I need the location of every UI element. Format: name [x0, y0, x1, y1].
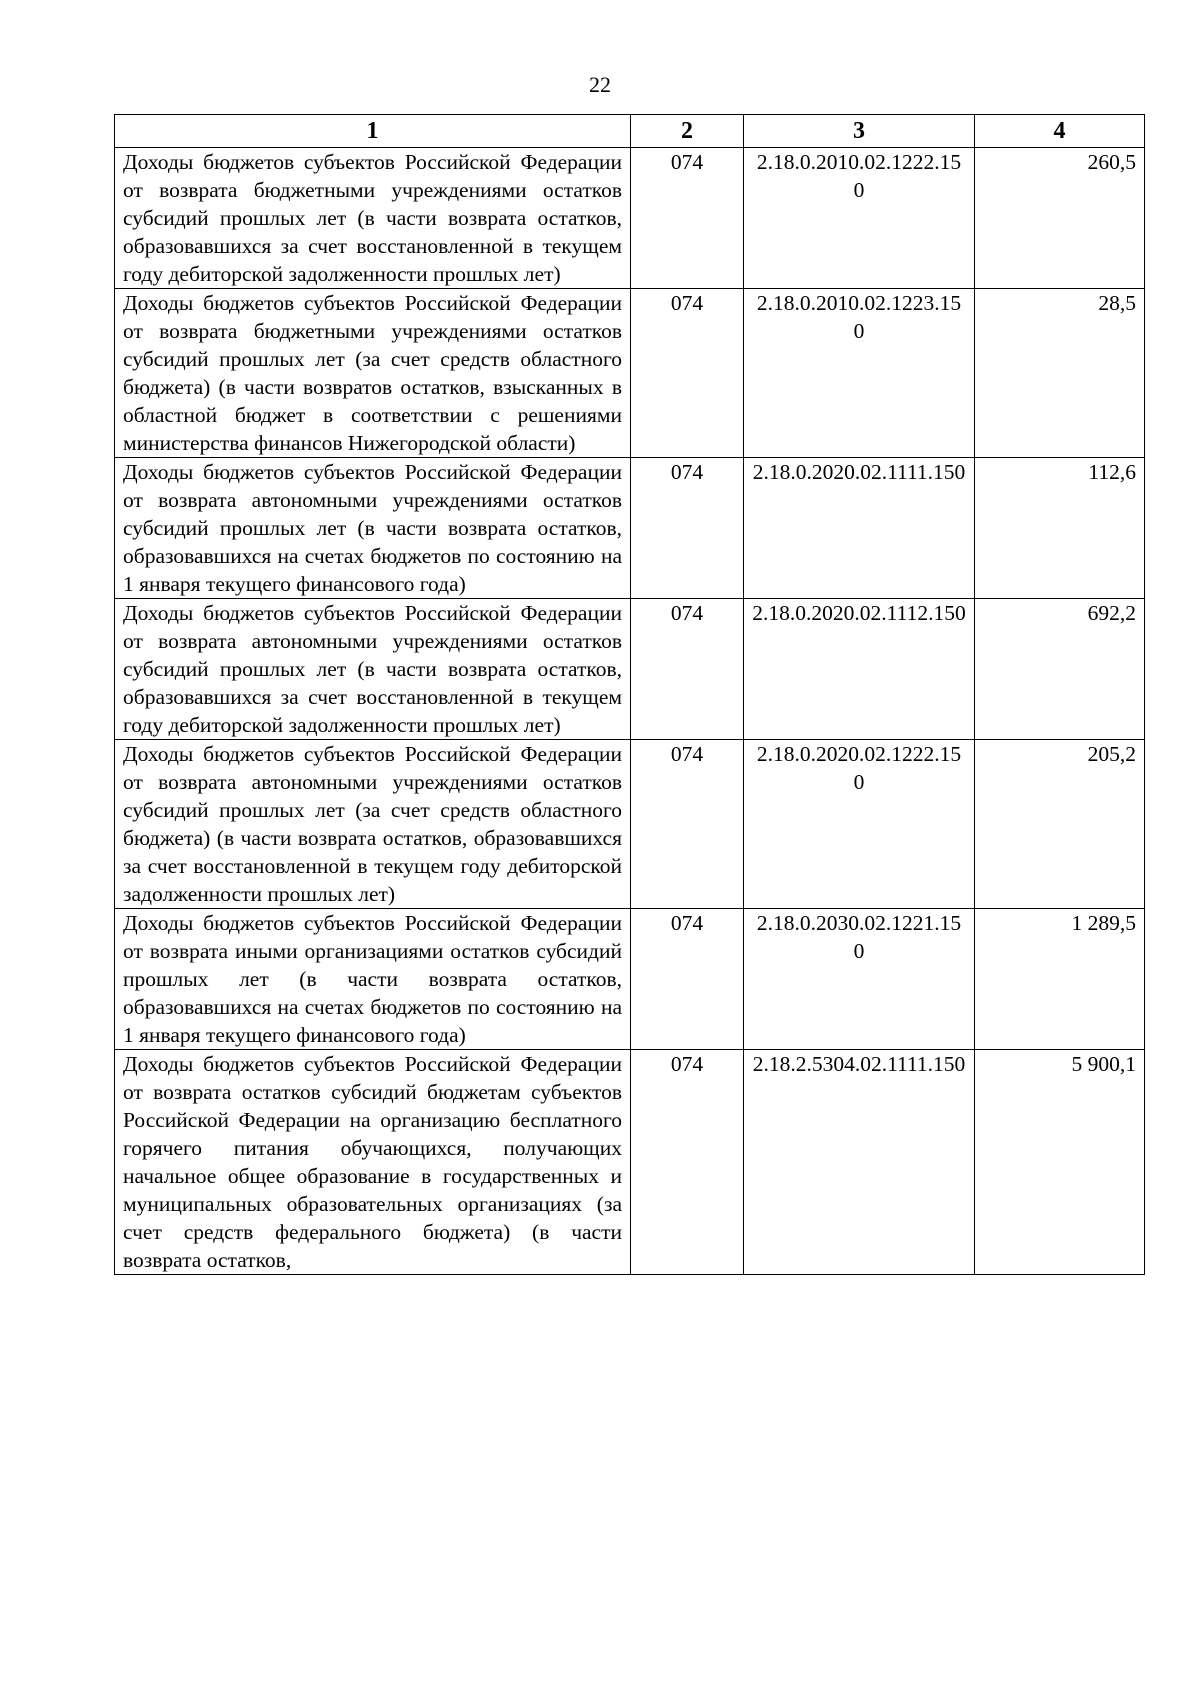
- budget-classification-code: 2.18.0.2020.02.1111.150: [744, 458, 975, 599]
- column-header-3: 3: [744, 115, 975, 148]
- amount-value: 692,2: [975, 599, 1145, 740]
- budget-classification-code: 2.18.0.2020.02.1222.150: [744, 740, 975, 909]
- revenue-description: Доходы бюджетов субъектов Российской Федерации от возврата бюджетными учреждениями остатков субсидий прошлых лет (в части возврата остатков, образовавшихся за счет восстановленной в текущем году дебиторской задолженности прошлых лет): [115, 148, 631, 289]
- administrator-code: 074: [631, 1050, 744, 1275]
- budget-classification-code: 2.18.2.5304.02.1111.150: [744, 1050, 975, 1275]
- revenue-description: Доходы бюджетов субъектов Российской Федерации от возврата автономными учреждениями остатков субсидий прошлых лет (в части возврата остатков, образовавшихся за счет восстановленной в текущем году дебиторской задолженности прошлых лет): [115, 599, 631, 740]
- administrator-code: 074: [631, 148, 744, 289]
- column-header-4: 4: [975, 115, 1145, 148]
- table-row: [115, 909, 1145, 1050]
- table-row: [115, 599, 1145, 740]
- amount-value: 5 900,1: [975, 1050, 1145, 1275]
- amount-value: 205,2: [975, 740, 1145, 909]
- amount-value: 1 289,5: [975, 909, 1145, 1050]
- revenue-description: Доходы бюджетов субъектов Российской Федерации от возврата автономными учреждениями остатков субсидий прошлых лет (в части возврата остатков, образовавшихся на счетах бюджетов по состоянию на 1 января текущего финансового года): [115, 458, 631, 599]
- budget-revenue-table: [114, 114, 1145, 1275]
- page-number: 22: [589, 72, 611, 97]
- budget-classification-code: 2.18.0.2020.02.1112.150: [744, 599, 975, 740]
- table-row: [115, 740, 1145, 909]
- column-header-2: 2: [631, 115, 744, 148]
- administrator-code: 074: [631, 909, 744, 1050]
- table-row: [115, 289, 1145, 458]
- column-header-1: 1: [115, 115, 631, 148]
- revenue-description: Доходы бюджетов субъектов Российской Федерации от возврата иными организациями остатков субсидий прошлых лет (в части возврата остатков, образовавшихся на счетах бюджетов по состоянию на 1 января текущего финансового года): [115, 909, 631, 1050]
- budget-classification-code: 2.18.0.2030.02.1221.150: [744, 909, 975, 1050]
- administrator-code: 074: [631, 740, 744, 909]
- amount-value: 112,6: [975, 458, 1145, 599]
- table-header-row: [115, 115, 1145, 148]
- budget-classification-code: 2.18.0.2010.02.1222.150: [744, 148, 975, 289]
- budget-classification-code: 2.18.0.2010.02.1223.150: [744, 289, 975, 458]
- amount-value: 28,5: [975, 289, 1145, 458]
- revenue-description: Доходы бюджетов субъектов Российской Федерации от возврата бюджетными учреждениями остатков субсидий прошлых лет (за счет средств областного бюджета) (в части возвратов остатков, взысканных в областной бюджет в соответствии с решениями министерства финансов Нижегородской области): [115, 289, 631, 458]
- revenue-description: Доходы бюджетов субъектов Российской Федерации от возврата остатков субсидий бюджетам субъектов Российской Федерации на организацию бесплатного горячего питания обучающихся, получающих начальное общее образование в государственных и муниципальных образовательных организациях (за счет средств федерального бюджета) (в части возврата остатков,: [115, 1050, 631, 1275]
- table-row: [115, 148, 1145, 289]
- administrator-code: 074: [631, 458, 744, 599]
- table-row: [115, 458, 1145, 599]
- administrator-code: 074: [631, 289, 744, 458]
- revenue-description: Доходы бюджетов субъектов Российской Федерации от возврата автономными учреждениями остатков субсидий прошлых лет (за счет средств областного бюджета) (в части возврата остатков, образовавшихся за счет восстановленной в текущем году дебиторской задолженности прошлых лет): [115, 740, 631, 909]
- table-row: [115, 1050, 1145, 1275]
- administrator-code: 074: [631, 599, 744, 740]
- amount-value: 260,5: [975, 148, 1145, 289]
